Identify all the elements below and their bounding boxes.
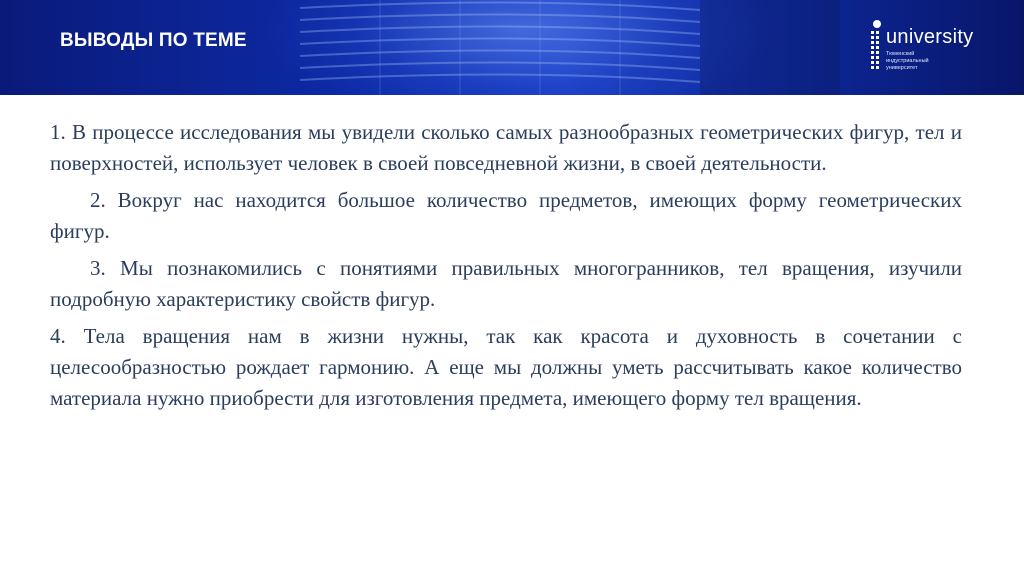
conclusions-body — [50, 117, 962, 420]
slide-title: ВЫВОДЫ ПО ТЕМЕ — [60, 30, 247, 51]
conclusion-item-1: 1. В процессе исследования мы увидели сколько самых разнообразных геометрических фигур, тел и поверхностей, использует человек в своей повседневной жизни, в своей деятельности. — [50, 120, 962, 175]
header-banner — [0, 0, 1024, 95]
conclusion-item-3: 3. Мы познакомились с понятиями правильных многогранников, тел вращения, изучили подробную характеристику свойств фигур. — [50, 256, 962, 311]
conclusion-item-4: 4. Тела вращения нам в жизни нужны, так как красота и духовность в сочетании с целесообразностью рождает гармонию. А еще мы должны уметь рассчитывать какое количество материала нужно приобрести для изготовления предмета, имеющего форму тел вращения. — [50, 324, 962, 410]
logo-subtitle-line-3: университет — [886, 65, 918, 71]
logo-subtitle-line-2: индустриальный — [886, 58, 929, 64]
logo-brand-text: university — [886, 26, 974, 48]
logo-subtitle-line-1: Тюменский — [886, 51, 915, 57]
logo-mark-icon — [868, 18, 886, 78]
conclusion-item-2: 2. Вокруг нас находится большое количество предметов, имеющих форму геометрических фигур. — [50, 188, 962, 243]
university-logo — [868, 18, 988, 78]
